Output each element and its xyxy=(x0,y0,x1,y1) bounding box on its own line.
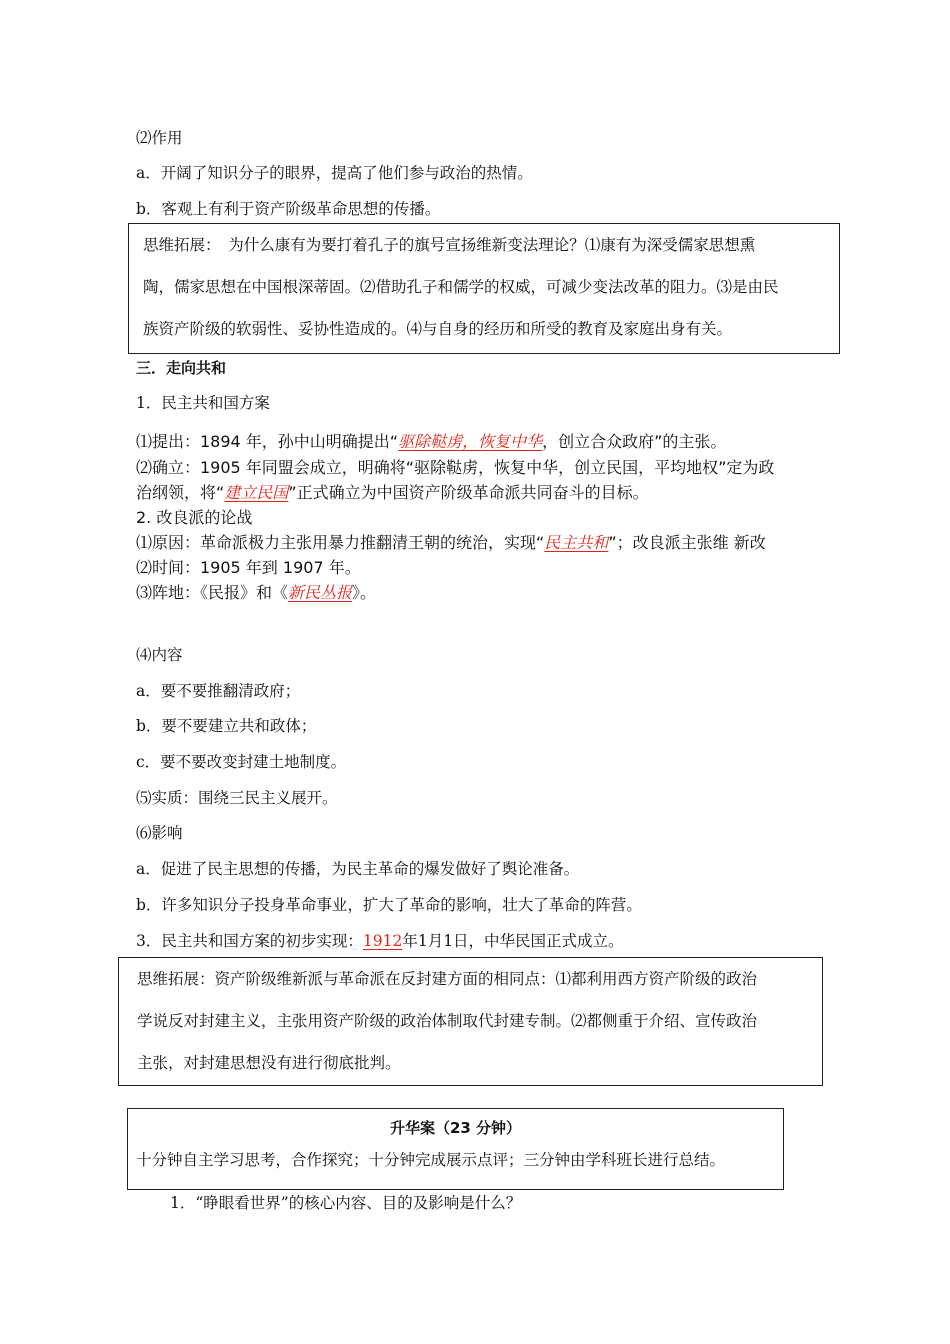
scan-text: 治纲领，将“ xyxy=(136,483,225,502)
effect-heading: ⑵作用 xyxy=(136,129,183,147)
red-highlight: 驱除鞑虏，恢复中华 xyxy=(398,432,543,451)
scan-line-time: ⑵时间：1905 年到 1907 年。 xyxy=(136,558,361,577)
content-heading: ⑷内容 xyxy=(136,646,183,664)
thinking-box-1-line: 思维拓展： 为什么康有为要打着孔子的旗号宣扬维新变法理论？⑴康有为深受儒家思想熏 xyxy=(143,236,756,254)
impact-heading: ⑹影响 xyxy=(136,824,183,842)
effect-item-b: b．客观上有利于资产阶级革命思想的传播。 xyxy=(136,200,441,218)
effect-item-a: a．开阔了知识分子的眼界，提高了他们参与政治的热情。 xyxy=(136,164,533,182)
thinking-box-2 xyxy=(118,957,823,1086)
question-1: 1．“睁眼看世界”的核心内容、目的及影响是什么？ xyxy=(170,1194,522,1212)
red-year: 1912 xyxy=(362,932,403,950)
section-heading-3: 三．走向共和 xyxy=(136,359,227,377)
scan-text: ⑴原因：革命派极力主张用暴力推翻清王朝的统治，实现“ xyxy=(136,533,545,552)
item-3-text: 年1月1日，中华民国正式成立。 xyxy=(402,932,624,950)
scan-line-establish-cont xyxy=(136,481,649,505)
content-item-a: a．要不要推翻清政府； xyxy=(136,682,301,700)
shenghua-body: 十分钟自主学习思考，合作探究；十分钟完成展示点评；三分钟由学科班长进行总结。 xyxy=(136,1151,726,1169)
scan-text: ”正式确立为中国资产阶级革命派共同奋斗的目标。 xyxy=(288,483,649,502)
thinking-box-1-line: 族资产阶级的软弱性、妥协性造成的。⑷与自身的经历和所受的教育及家庭出身有关。 xyxy=(143,320,733,338)
content-item-b: b．要不要建立共和政体； xyxy=(136,717,317,735)
item-3-line xyxy=(136,931,624,951)
content-item-c: c．要不要改变封建土地制度。 xyxy=(136,753,347,771)
thinking-box-1 xyxy=(128,223,840,354)
thinking-box-2-line: 思维拓展：资产阶级维新派与革命派在反封建方面的相同点：⑴都利用西方资产阶级的政治 xyxy=(137,970,758,988)
item-3-text: 3．民主共和国方案的初步实现： xyxy=(136,932,363,950)
thinking-box-1-line: 陶，儒家思想在中国根深蒂固。⑵借助孔子和儒学的权威，可减少变法改革的阻力。⑶是由民 xyxy=(143,278,779,296)
scan-text: ，创立合众政府”的主张。 xyxy=(542,432,727,451)
red-highlight: 建立民国 xyxy=(224,483,289,502)
shenghua-box xyxy=(127,1108,784,1190)
thinking-box-2-line: 主张，对封建思想没有进行彻底批判。 xyxy=(137,1054,401,1072)
item-1-title: 1．民主共和国方案 xyxy=(136,394,270,412)
scan-text: 》。 xyxy=(352,583,377,602)
shenghua-title: 升华案（23 分钟） xyxy=(389,1119,522,1137)
red-highlight: 新民丛报 xyxy=(288,583,353,602)
scan-line-establish: ⑵确立：1905 年同盟会成立，明确将“驱除鞑虏，恢复中华，创立民国，平均地权”定为政 xyxy=(136,458,775,477)
red-highlight: 民主共和 xyxy=(544,533,609,552)
scan-line-debate-title: 2. 改良派的论战 xyxy=(136,508,253,527)
impact-item-a: a．促进了民主思想的传播，为民主革命的爆发做好了舆论准备。 xyxy=(136,860,580,878)
scan-text: ”；改良派主张维 新改 xyxy=(608,533,766,552)
thinking-box-2-line: 学说反对封建主义，主张用资产阶级的政治体制取代封建专制。⑵都侧重于介绍、宣传政治 xyxy=(137,1012,758,1030)
scan-line-proposal xyxy=(136,430,726,454)
scan-line-platform xyxy=(136,581,376,605)
essence-line: ⑸实质：围绕三民主义展开。 xyxy=(136,789,338,807)
impact-item-b: b．许多知识分子投身革命事业，扩大了革命的影响，壮大了革命的阵营。 xyxy=(136,896,642,914)
scan-text: ⑴提出：1894 年，孙中山明确提出“ xyxy=(136,432,399,451)
scan-text: ⑶阵地：《民报》和《 xyxy=(136,583,289,602)
scan-line-cause xyxy=(136,531,766,555)
